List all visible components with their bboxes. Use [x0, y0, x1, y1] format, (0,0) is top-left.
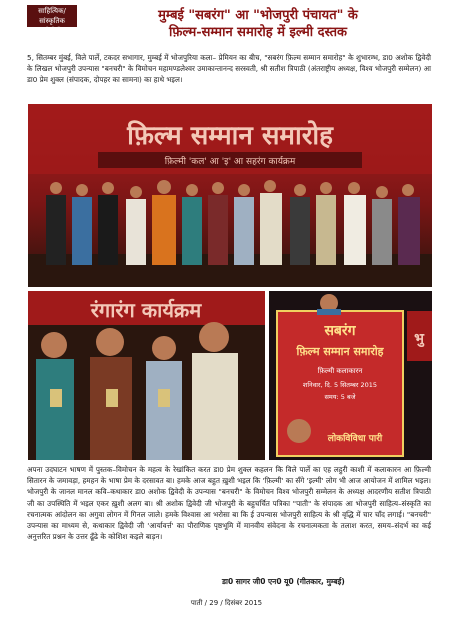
page-footer: पाती / 29 / दिसंबर 2015 [190, 599, 263, 607]
category-label [27, 5, 77, 35]
stage-banner-subtitle: फ़िल्मी 'कल' आ 'इ' आ सहरंग कार्यक्रम [164, 157, 296, 167]
poster-line-1: फ़िल्मी कलाकारन [317, 367, 363, 375]
poster-line-2: शनिवार, दि. 5 सितम्बर 2015 [302, 381, 378, 389]
stage-banner-title: फ़िल्म सम्मान समारोह [127, 121, 333, 151]
category-line-2: गतिविधि [41, 27, 63, 35]
poster-footer: लोकविविधा पारी [327, 434, 383, 444]
stage-banner-crop: रंगारंग कार्यक्रम [90, 298, 202, 322]
poster-line-3: समय: 5 बजे [324, 393, 356, 401]
book-release-photo [28, 291, 265, 460]
headline-line-2: फ़िल्म-सम्मान समारोह में इल्मी दस्तक [168, 25, 348, 40]
poster-side-text: भु [414, 331, 424, 347]
headline [84, 7, 432, 41]
intro-paragraph: 5, सितम्बर मुंबई, विले पार्ले, टकदर सभागार, मुम्बई में भोजपुरिया कला– प्रेमियन का बीच, "सबरंग फ़िल्म सम्मान समारोह" के शुभारम्भ, डा0 अशोक द्विवेदी के लिखल भोजपुरी उपन्यास "बनचरी" के विमोचन महामण्डलेश्वर उमाकान्तानन्द सरस्वती, श्री सतीश त्रिपाठी (अंतराष्ट्रीय अध्यक्ष, विश्व भोजपुरी सम्मेलन) आ डा0 प्रेम शुक्ल (संपादक, दोपहर का सामना) का हाथे भइल। [27, 53, 431, 84]
event-poster-photo [269, 291, 432, 460]
author-byline: डा0 सागर जी0 एन0 यू0 (गीतकार, मुम्बई) [222, 577, 345, 586]
event-stage-photo [28, 104, 432, 287]
poster-title: फ़िल्म सम्मान समारोह [296, 345, 384, 358]
body-paragraph: अपना उदघाटन भाषण में पुस्तक–विमोचन के महत्व के रेखांकित करत डा0 प्रेम शुक्ल कहलन कि विले पार्ले का एह लहुरी काशी में कलाकारन आ फ़िल्मी सितारन के जमावड़ा, हमहन के भाषा प्रेम के दरसावत बा। हमके आज बहुत ख़ुशी भइल कि 'फ़िल्मी' का सँगे 'इल्मी' लोग भी आज आयोजन में शामिल भइल। भोजपुरी के जानल मानल कवि–कथाकार डा0 अशोक द्विवेदी के उपन्यास "बनचरी" के विमोचन विश्व भोजपुरी सम्मेलन के अध्यक्ष आदरणीय सतीश त्रिपाठी जी का उपस्थिति में भइल एकर ख़ुशी अलग बा। श्री अशोक द्विवेदी जी भोजपुरी के बहुचर्चित पत्रिका "पाती" के संपादक आ भोजपुरी साहित्य–संस्कृति का रचनात्मक आंदोलन का अगुवा लोगन में गिनल जाले। हमके विश्वास आ भरोसा बा कि ई उपन्यास भोजपुरी साहित्य के श्री वृद्धि में चार चाँद लगाई। "बनचरी" उपन्यास का माध्यम से, कथाकार द्विवेदी जी 'आर्यावर्त्त' का पौराणिक पृष्ठभूमि में मानवीय संवेदना के रचनात्मकता के तलाश करत, समय–संदर्भ का कई अनुत्तरित प्रश्नन के उत्तर ढूँढे के कोशिश कइले बाड़न। [27, 465, 431, 542]
poster-logo: सबरंग [324, 323, 356, 339]
category-line-1: साहित्यिक/सांस्कृतिक [38, 7, 66, 25]
headline-line-1: मुम्बई "सबरंग" आ "भोजपुरी पंचायत" के [158, 8, 358, 23]
